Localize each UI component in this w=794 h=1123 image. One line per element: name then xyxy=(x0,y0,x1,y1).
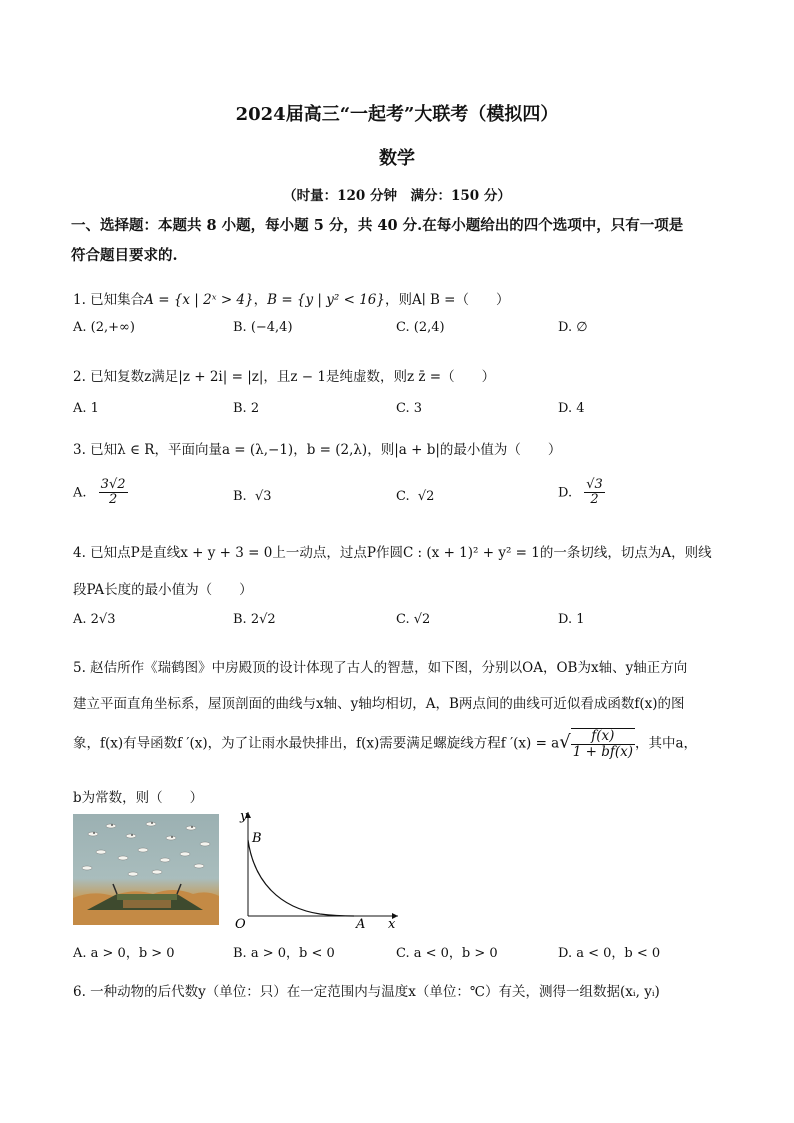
question-4-line1: 4. 已知点P是直线x + y + 3 = 0上一动点，过点P作圆C : (x + 1)² + y² = 1的一条切线，切点为A，则线 xyxy=(73,545,712,561)
q3-option-d xyxy=(558,478,605,508)
q3-option-a-num: 3√2 xyxy=(100,477,126,492)
roof-curve-graph xyxy=(232,806,402,930)
q3-option-a-den: 2 xyxy=(108,492,118,508)
q5-spiral-fraction xyxy=(571,728,635,760)
question-5-line2: 建立平面直角坐标系，屋顶剖面的曲线与x轴、y轴均相切，A，B两点间的曲线可近似看成函数f(x)的图 xyxy=(73,696,685,712)
question-5-line4: b为常数，则（ ） xyxy=(73,790,204,806)
q1-option-c: C. (2,4) xyxy=(396,320,445,335)
question-1-stem xyxy=(73,288,509,308)
q2-option-a: A. 1 xyxy=(73,401,99,416)
q1-set-b: B = {y | y² < 16} xyxy=(267,292,385,308)
q1-option-a: A. (2,+∞) xyxy=(73,320,135,335)
q3-option-b xyxy=(233,489,272,504)
question-4-line2: 段PA长度的最小值为（ ） xyxy=(73,582,253,598)
q3-option-b-label: B. xyxy=(233,489,247,504)
q3-option-a-label: A. xyxy=(73,485,87,501)
q5-option-a: A. a > 0，b > 0 xyxy=(73,946,175,961)
q3-option-c-value: √2 xyxy=(417,489,435,504)
q3-option-d-den: 2 xyxy=(590,492,599,508)
q2-option-d: D. 4 xyxy=(558,401,585,416)
q5-line3-b: ，其中a， xyxy=(635,735,698,752)
q4-option-c: C. √2 xyxy=(396,612,431,627)
origin-label: O xyxy=(235,917,246,930)
q5-line3-a: 象，f(x)有导函数f ′(x)，为了让雨水最快排出，f(x)需要满足螺旋线方程f ′(x) = a xyxy=(73,735,560,752)
q3-option-c xyxy=(396,489,434,504)
section-heading-line2: 符合题目要求的. xyxy=(71,247,178,264)
q3-option-a-fraction xyxy=(99,478,128,508)
roof-curve xyxy=(248,840,354,916)
q3-option-a xyxy=(73,478,128,508)
q3-option-d-num: √3 xyxy=(586,477,603,492)
q5-option-c: C. a < 0，b > 0 xyxy=(396,946,498,961)
q2-option-c: C. 3 xyxy=(396,401,423,416)
x-axis-label: x xyxy=(388,917,396,930)
q5-option-d: D. a < 0，b < 0 xyxy=(558,946,661,961)
painting-image xyxy=(73,814,219,925)
q3-option-d-label: D. xyxy=(558,485,573,501)
q1-option-b: B. (−4,4) xyxy=(233,320,293,335)
q1-sep: ， xyxy=(253,292,268,308)
q2-option-b: B. 2 xyxy=(233,401,260,416)
q4-option-d: D. 1 xyxy=(558,612,585,627)
q5-frac-num: f(x) xyxy=(571,729,635,745)
point-b-label: B xyxy=(252,831,262,846)
q1-set-a: A = {x | 2ˣ > 4} xyxy=(144,292,254,308)
question-2-stem: 2. 已知复数z满足|z + 2i| = |z|，且z − 1是纯虚数，则z z̄ =（ ） xyxy=(73,369,496,385)
q4-option-a: A. 2√3 xyxy=(73,612,116,627)
q5-frac-den: 1 + bf(x) xyxy=(572,743,633,760)
q1-stem-a: 1. 已知集合 xyxy=(73,292,145,308)
painting-illustration xyxy=(73,814,219,925)
q1-stem-b: ，则A∣ B =（ ） xyxy=(384,292,510,308)
q3-option-c-label: C. xyxy=(396,489,410,504)
question-3-stem: 3. 已知λ ∈ R，平面向量a = (λ,−1)，b = (2,λ)，则|a + b|的最小值为（ ） xyxy=(73,442,562,458)
subject-title: 数学 xyxy=(379,148,415,169)
q5-option-b: B. a > 0，b < 0 xyxy=(233,946,335,961)
y-axis-label: y xyxy=(240,809,248,824)
exam-title: 2024届高三“一起考”大联考（模拟四） xyxy=(235,104,559,125)
q3-option-b-value: √3 xyxy=(254,489,272,504)
question-5-line1: 5. 赵佶所作《瑞鹤图》中房殿顶的设计体现了古人的智慧，如下图，分别以OA，OB为x轴、y轴正方向 xyxy=(73,660,688,676)
question-6-stem: 6. 一种动物的后代数y（单位：只）在一定范围内与温度x（单位：℃）有关，测得一组数据(xᵢ, yᵢ) xyxy=(73,984,660,1000)
section-heading-line1: 一、选择题：本题共 8 小题，每小题 5 分，共 40 分.在每小题给出的四个选项中，只有一项是 xyxy=(71,217,684,234)
exam-meta: （时量：120 分钟 满分：150 分） xyxy=(283,188,511,204)
q1-option-d: D. ∅ xyxy=(558,320,588,335)
q3-option-d-fraction xyxy=(584,478,605,508)
q4-option-b: B. 2√2 xyxy=(233,612,276,627)
question-5-line3: 象，f(x)有导函数f ′(x)，为了让雨水最快排出，f(x)需要满足螺旋线方程f ′(x) = a√ $\frac{f(x)}{1 + bf(x)}$ ，其中a， xyxy=(73,728,698,760)
point-a-label: A xyxy=(356,917,366,930)
